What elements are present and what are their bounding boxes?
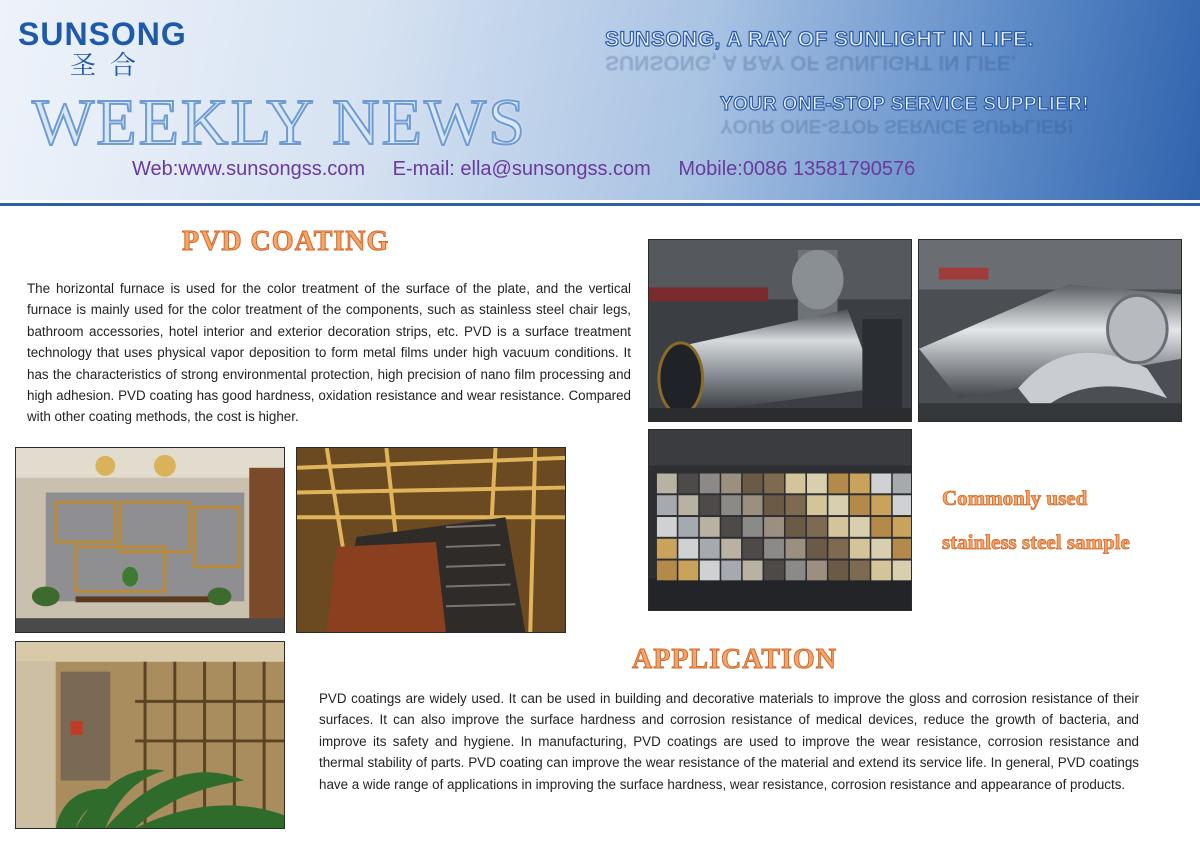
sample-tile [743, 539, 763, 559]
sample-tile [721, 561, 741, 581]
application-paragraph: PVD coatings are widely used. It can be used in building and decorative materials to improve the gloss and corrosion resistance of their surfaces. It can also improve the surface hardness and corrosion resistance of medical devices, reduce the growth of bacteria, and improve its safety and hygiene. In manufacturing, PVD coatings are used to improve the wear resistance, corrosion resistance and thermal stability of parts. PVD coating can improve the wear resistance of the material and extend its service life. In general, PVD coatings have a wide range of applications in improving the surface hardness, wear resistance, corrosion resistance and appearance of products. [319, 691, 1139, 792]
hotel-lobby-decoration-photo [15, 447, 285, 633]
contact-email[interactable]: E-mail: ella@sunsongss.com [392, 158, 651, 180]
sample-tile [786, 561, 806, 581]
sample-tile [721, 517, 741, 537]
sample-tile [893, 495, 911, 515]
sample-tile [786, 474, 806, 494]
sample-tile [807, 474, 827, 494]
sample-tile [657, 517, 677, 537]
slogan-sunlight-reflection: SUNSONG, A RAY OF SUNLIGHT IN LIFE. [605, 51, 1017, 74]
sample-tile [893, 474, 911, 494]
sample-tile [764, 495, 784, 515]
sample-tile [743, 561, 763, 581]
sample-tile [721, 495, 741, 515]
sample-tile [721, 474, 741, 494]
sample-tile [721, 539, 741, 559]
sample-tile [678, 474, 698, 494]
logo-chinese-name: 圣合 [70, 51, 151, 81]
sample-tile [700, 539, 720, 559]
sample-tile [807, 517, 827, 537]
sample-tile [828, 474, 848, 494]
sample-tile [764, 474, 784, 494]
sample-tile [828, 517, 848, 537]
sample-tile [893, 517, 911, 537]
sample-tile [893, 539, 911, 559]
sample-tile [657, 474, 677, 494]
sample-tile [786, 517, 806, 537]
sample-tile [828, 561, 848, 581]
sample-caption-line2: stainless steel sample [942, 530, 1130, 554]
sample-tile [850, 474, 870, 494]
sample-tile [807, 561, 827, 581]
sample-tile [764, 517, 784, 537]
sample-tile [807, 539, 827, 559]
sample-tile [850, 517, 870, 537]
sample-tile [786, 539, 806, 559]
newsletter-title: WEEKLY NEWS [32, 86, 527, 159]
slogan-one-stop-reflection: YOUR ONE-STOP SERVICE SUPPLIER! [720, 115, 1074, 136]
sample-tile [657, 495, 677, 515]
stainless-steel-sample-board-photo [648, 429, 912, 611]
sample-tile [743, 474, 763, 494]
pvd-coating-paragraph: The horizontal furnace is used for the color treatment of the surface of the plate, and the vertical furnace is mainly used for the color treatment of the components, such as stainless steel chair legs, bathroom accessories, hotel interior and exterior decoration strips, etc. PVD is a surface treatment technology that uses physical vapor deposition to form metal films under high vacuum conditions. It has the characteristics of strong environmental protection, high precision of nano film processing and high adhesion. PVD coating has good hardness, oxidation resistance and wear resistance. Compared with other coating methods, the cost is higher. [27, 281, 631, 425]
header-divider [0, 203, 1200, 206]
sample-tile [871, 495, 891, 515]
stainless-coil-furnace-photo [918, 239, 1182, 422]
application-heading: APPLICATION [632, 644, 837, 675]
sample-tile [678, 539, 698, 559]
sample-tile [893, 561, 911, 581]
sample-tile [700, 561, 720, 581]
sample-tile [657, 561, 677, 581]
slogan-sunlight: SUNSONG, A RAY OF SUNLIGHT IN LIFE. [605, 28, 1034, 51]
sample-tile [828, 495, 848, 515]
sample-tile [850, 495, 870, 515]
sample-tile [764, 561, 784, 581]
pvd-furnace-horizontal-photo [648, 239, 912, 422]
sample-tile [871, 561, 891, 581]
sample-tile [700, 495, 720, 515]
sample-tile [871, 517, 891, 537]
contact-web[interactable]: Web:www.sunsongss.com [132, 158, 366, 180]
staircase-decoration-photo [296, 447, 566, 633]
corridor-decoration-photo [15, 641, 285, 829]
sample-tile [678, 561, 698, 581]
sunsong-logo [18, 14, 208, 84]
contact-mobile: Mobile:0086 13581790576 [678, 158, 916, 180]
sample-tile [678, 495, 698, 515]
sample-tile [700, 474, 720, 494]
contact-line [132, 156, 937, 182]
pvd-coating-heading: PVD COATING [182, 226, 390, 257]
sample-tile [700, 517, 720, 537]
sample-tile [871, 474, 891, 494]
sample-tile [678, 517, 698, 537]
sample-tile [871, 539, 891, 559]
sample-tile [764, 539, 784, 559]
sample-tile [828, 539, 848, 559]
sample-tile [786, 495, 806, 515]
slogan-one-stop: YOUR ONE-STOP SERVICE SUPPLIER! [720, 94, 1090, 115]
sample-tile [850, 539, 870, 559]
logo-wordmark: SUNSONG [18, 16, 187, 52]
sample-tile [850, 561, 870, 581]
sample-tile [743, 495, 763, 515]
sample-tile [657, 539, 677, 559]
sample-tile [743, 517, 763, 537]
sample-caption-line1: Commonly used [942, 486, 1088, 510]
newsletter-header [0, 0, 1200, 200]
sample-tile [807, 495, 827, 515]
